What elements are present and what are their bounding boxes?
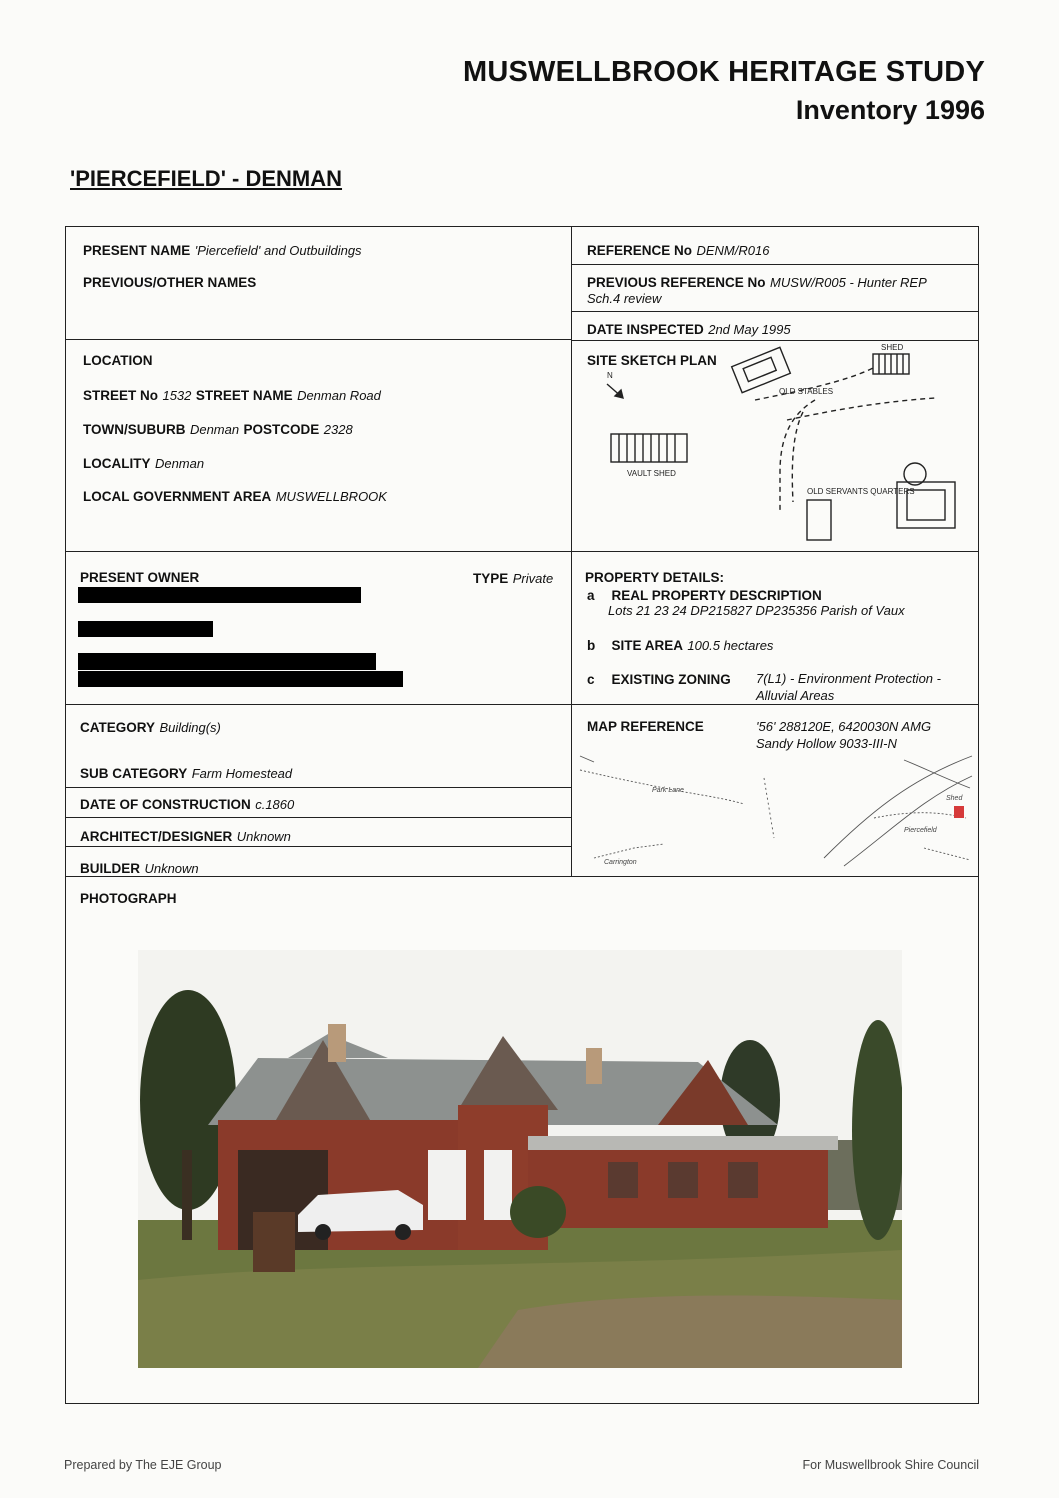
existing-zoning: c EXISTING ZONING <box>587 672 731 687</box>
divider <box>571 264 979 265</box>
sketch-label-servants: OLD SERVANTS QUARTERS <box>807 487 915 496</box>
present-name: PRESENT NAME 'Piercefield' and Outbuildings <box>83 243 362 258</box>
divider <box>65 339 572 340</box>
divider <box>65 704 979 705</box>
architect-designer: ARCHITECT/DESIGNER Unknown <box>80 829 291 844</box>
divider <box>65 876 979 877</box>
real-property-description: a REAL PROPERTY DESCRIPTION <box>587 588 822 603</box>
map-label: Shed <box>946 795 963 802</box>
date-inspected: DATE INSPECTED 2nd May 1995 <box>587 322 791 337</box>
previous-names-label: PREVIOUS/OTHER NAMES <box>83 275 257 290</box>
photograph-heading: PHOTOGRAPH <box>80 891 177 906</box>
property-details-heading: PROPERTY DETAILS: <box>585 570 725 585</box>
builder: BUILDER Unknown <box>80 861 199 876</box>
previous-reference-cont: Sch.4 review <box>587 291 662 306</box>
local-government-area: LOCAL GOVERNMENT AREA MUSWELLBROOK <box>83 489 387 504</box>
locality: LOCALITY Denman <box>83 456 205 471</box>
redaction-bar <box>78 621 213 637</box>
divider <box>571 340 979 341</box>
zoning-value-1: 7(L1) - Environment Protection - <box>756 671 941 686</box>
divider <box>65 846 572 847</box>
piercefield-marker <box>954 806 964 818</box>
study-title: MUSWELLBROOK HERITAGE STUDY <box>462 56 985 88</box>
town-suburb: TOWN/SUBURB Denman POSTCODE 2328 <box>83 422 353 437</box>
owner-type: TYPE Private <box>473 571 554 586</box>
sketch-label-stables: OLD STABLES <box>779 387 834 396</box>
present-owner-label: PRESENT OWNER <box>80 570 200 585</box>
map-label: Park Lane <box>652 787 684 794</box>
homestead-photograph <box>138 950 902 1368</box>
footer-prepared-by: Prepared by The EJE Group <box>64 1458 222 1472</box>
location-map <box>574 748 976 874</box>
reference-number: REFERENCE No DENM/R016 <box>587 243 770 258</box>
street: STREET No 1532 STREET NAME Denman Road <box>83 388 381 403</box>
redaction-bar <box>78 653 376 670</box>
redaction-bar <box>78 587 361 603</box>
previous-reference: PREVIOUS REFERENCE No MUSW/R005 - Hunter REP <box>587 275 927 290</box>
map-reference-value-2: Sandy Hollow 9033-III-N <box>756 736 897 751</box>
sketch-label-vault: VAULT SHED <box>627 469 676 478</box>
divider <box>65 787 572 788</box>
site-title: 'PIERCEFIELD' - DENMAN <box>70 166 343 191</box>
map-label: Piercefield <box>904 827 937 834</box>
map-label: Carrington <box>604 859 637 866</box>
map-reference-label: MAP REFERENCE <box>587 719 704 734</box>
inventory-year: Inventory 1996 <box>795 95 985 125</box>
site-area: b SITE AREA 100.5 hectares <box>587 638 774 653</box>
sketch-label-shed: SHED <box>881 343 904 352</box>
map-reference-value-1: '56' 288120E, 6420030N AMG <box>756 719 932 734</box>
real-property-value: Lots 21 23 24 DP215827 DP235356 Parish of Vaux <box>608 603 905 618</box>
sub-category: SUB CATEGORY Farm Homestead <box>80 766 293 781</box>
sketch-label-north: N <box>607 371 613 380</box>
redaction-bar <box>78 671 403 687</box>
footer-council: For Muswellbrook Shire Council <box>802 1458 979 1472</box>
zoning-value-2: Alluvial Areas <box>756 688 835 703</box>
site-sketch-plan <box>575 342 977 550</box>
category: CATEGORY Building(s) <box>80 720 221 735</box>
site-sketch-heading: SITE SKETCH PLAN <box>587 353 717 368</box>
location-heading: LOCATION <box>83 353 153 368</box>
divider <box>65 817 572 818</box>
divider <box>65 551 979 552</box>
divider <box>571 311 979 312</box>
date-of-construction: DATE OF CONSTRUCTION c.1860 <box>80 797 295 812</box>
